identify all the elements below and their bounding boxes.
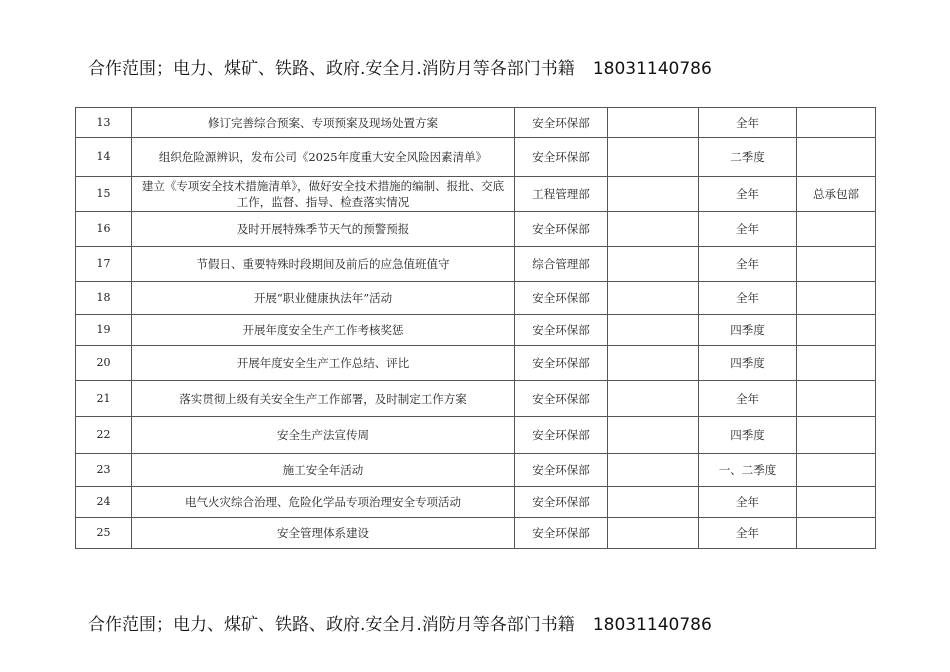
department-cell: 安全环保部	[515, 282, 608, 315]
note-cell	[797, 518, 876, 549]
table-row	[76, 315, 876, 346]
time-cell: 全年	[699, 381, 797, 417]
row-number: 16	[76, 212, 132, 247]
department-cell: 安全环保部	[515, 487, 608, 518]
time-cell: 全年	[699, 108, 797, 138]
note-cell	[797, 315, 876, 346]
table-row	[76, 177, 876, 212]
department-cell: 安全环保部	[515, 417, 608, 454]
department-cell: 安全环保部	[515, 138, 608, 177]
time-cell: 四季度	[699, 315, 797, 346]
note-cell	[797, 247, 876, 282]
department-cell: 安全环保部	[515, 518, 608, 549]
time-cell: 二季度	[699, 138, 797, 177]
time-cell: 一、二季度	[699, 454, 797, 487]
table-row	[76, 417, 876, 454]
table-row	[76, 454, 876, 487]
blank-cell	[608, 177, 699, 212]
table-row	[76, 247, 876, 282]
banner-phone: 18031140786	[592, 59, 712, 79]
row-number: 21	[76, 381, 132, 417]
banner-text: 合作范围；电力、煤矿、铁路、政府.安全月.消防月等各部门书籍	[88, 615, 575, 635]
table-row	[76, 138, 876, 177]
blank-cell	[608, 247, 699, 282]
banner-phone: 18031140786	[592, 615, 712, 635]
work-plan-table	[75, 107, 876, 549]
note-cell	[797, 108, 876, 138]
time-cell: 四季度	[699, 417, 797, 454]
department-cell: 安全环保部	[515, 346, 608, 381]
task-cell: 开展“职业健康执法年”活动	[132, 282, 515, 315]
task-cell: 组织危险源辨识，发布公司《2025年度重大安全风险因素清单》	[132, 138, 515, 177]
blank-cell	[608, 315, 699, 346]
department-cell: 综合管理部	[515, 247, 608, 282]
time-cell: 全年	[699, 518, 797, 549]
row-number: 24	[76, 487, 132, 518]
department-cell: 工程管理部	[515, 177, 608, 212]
row-number: 13	[76, 108, 132, 138]
table-row	[76, 487, 876, 518]
footer-banner	[88, 610, 712, 635]
task-cell: 建立《专项安全技术措施清单》，做好安全技术措施的编制、报批、交底工作，监督、指导、检查落实情况	[132, 177, 515, 212]
blank-cell	[608, 518, 699, 549]
header-banner	[88, 54, 712, 79]
note-cell	[797, 212, 876, 247]
blank-cell	[608, 381, 699, 417]
department-cell: 安全环保部	[515, 212, 608, 247]
task-cell: 开展年度安全生产工作总结、评比	[132, 346, 515, 381]
blank-cell	[608, 108, 699, 138]
blank-cell	[608, 454, 699, 487]
blank-cell	[608, 346, 699, 381]
department-cell: 安全环保部	[515, 108, 608, 138]
task-cell: 安全管理体系建设	[132, 518, 515, 549]
note-cell	[797, 417, 876, 454]
note-cell: 总承包部	[797, 177, 876, 212]
table-row	[76, 212, 876, 247]
note-cell	[797, 346, 876, 381]
time-cell: 全年	[699, 247, 797, 282]
department-cell: 安全环保部	[515, 315, 608, 346]
row-number: 23	[76, 454, 132, 487]
blank-cell	[608, 417, 699, 454]
task-cell: 修订完善综合预案、专项预案及现场处置方案	[132, 108, 515, 138]
task-cell: 落实贯彻上级有关安全生产工作部署，及时制定工作方案	[132, 381, 515, 417]
table-row	[76, 282, 876, 315]
time-cell: 全年	[699, 177, 797, 212]
task-cell: 及时开展特殊季节天气的预警预报	[132, 212, 515, 247]
task-cell: 开展年度安全生产工作考核奖惩	[132, 315, 515, 346]
table-row	[76, 518, 876, 549]
time-cell: 全年	[699, 487, 797, 518]
time-cell: 全年	[699, 282, 797, 315]
department-cell: 安全环保部	[515, 381, 608, 417]
blank-cell	[608, 212, 699, 247]
department-cell: 安全环保部	[515, 454, 608, 487]
time-cell: 四季度	[699, 346, 797, 381]
blank-cell	[608, 282, 699, 315]
task-cell: 施工安全年活动	[132, 454, 515, 487]
task-cell: 电气火灾综合治理、危险化学品专项治理安全专项活动	[132, 487, 515, 518]
row-number: 14	[76, 138, 132, 177]
row-number: 17	[76, 247, 132, 282]
note-cell	[797, 138, 876, 177]
row-number: 22	[76, 417, 132, 454]
row-number: 25	[76, 518, 132, 549]
row-number: 15	[76, 177, 132, 212]
table-row	[76, 108, 876, 138]
banner-text: 合作范围；电力、煤矿、铁路、政府.安全月.消防月等各部门书籍	[88, 59, 575, 79]
task-cell: 安全生产法宣传周	[132, 417, 515, 454]
time-cell: 全年	[699, 212, 797, 247]
table-row	[76, 346, 876, 381]
blank-cell	[608, 138, 699, 177]
note-cell	[797, 381, 876, 417]
row-number: 20	[76, 346, 132, 381]
note-cell	[797, 454, 876, 487]
blank-cell	[608, 487, 699, 518]
note-cell	[797, 282, 876, 315]
row-number: 19	[76, 315, 132, 346]
task-cell: 节假日、重要特殊时段期间及前后的应急值班值守	[132, 247, 515, 282]
table-row	[76, 381, 876, 417]
row-number: 18	[76, 282, 132, 315]
note-cell	[797, 487, 876, 518]
